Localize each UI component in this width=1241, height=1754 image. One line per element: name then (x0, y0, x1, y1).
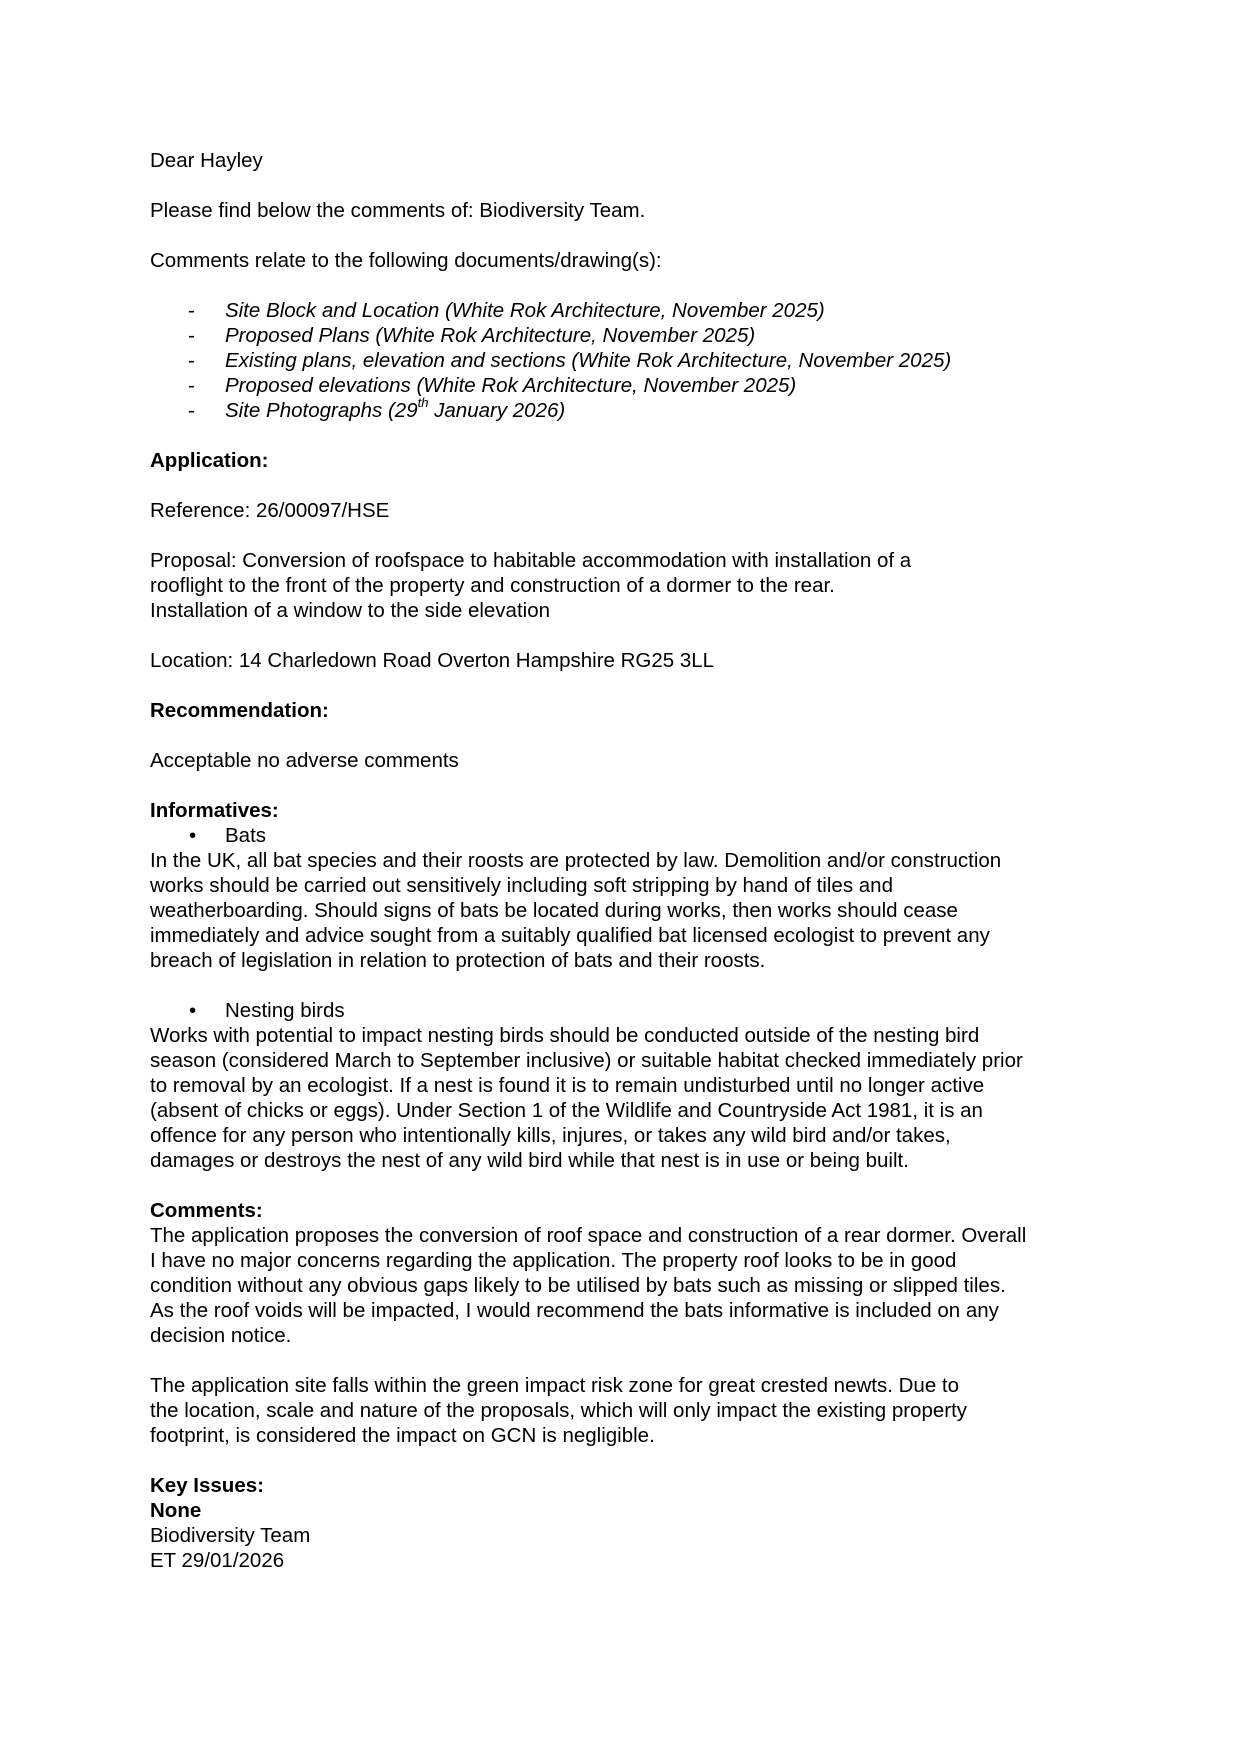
letter-page (150, 148, 1110, 1573)
application-proposal: Proposal: Conversion of roofspace to habitable accommodation with installation of a rooflight to the front of the property and construction of a dormer to the rear. Installation of a window to the side elevation (150, 549, 912, 622)
comments-heading: Comments: (150, 1199, 263, 1222)
informative-bats-text: In the UK, all bat species and their roosts are protected by law. Demolition and/or construction works should be carried out sensitively including soft stripping by hand of tiles and weatherboarding. Should signs of bats be located during works, then works should cease immediately and advice sought from a suitably qualified bat licensed ecologist to prevent any breach of legislation in relation to protection of bats and their roosts. (150, 849, 1002, 972)
recommendation-heading: Recommendation: (150, 699, 329, 722)
documents-intro: Comments relate to the following documents/drawing(s): (150, 249, 662, 272)
informatives-heading: Informatives: (150, 799, 279, 822)
document-item: - Proposed elevations (White Rok Architecture, November 2025) (188, 374, 797, 397)
application-reference: Reference: 26/00097/HSE (150, 499, 390, 522)
signoff-team: Biodiversity Team (150, 1524, 311, 1547)
application-location: Location: 14 Charledown Road Overton Hampshire RG25 3LL (150, 649, 715, 672)
recommendation-text: Acceptable no adverse comments (150, 749, 459, 772)
document-item: - Site Block and Location (White Rok Architecture, November 2025) (188, 299, 825, 322)
document-item: - Proposed Plans (White Rok Architecture, November 2025) (188, 324, 756, 347)
greeting: Dear Hayley (150, 149, 263, 172)
comments-paragraph-1: The application proposes the conversion of roof space and construction of a rear dormer. Overall I have no major concerns regarding the application. The property roof looks to be in good condition without any obvious gaps likely to be utilised by bats such as missing or slipped tiles. As the roof voids will be impacted, I would recommend the bats informative is included on any decision notice. (150, 1224, 1027, 1347)
signoff-date: ET 29/01/2026 (150, 1549, 285, 1572)
comments-paragraph-2: The application site falls within the green impact risk zone for great crested newts. Due to the location, scale and nature of the proposals, which will only impact the existing property footprint, is considered the impact on GCN is negligible. (150, 1374, 968, 1447)
document-item: - Existing plans, elevation and sections (White Rok Architecture, November 2025) (188, 349, 952, 372)
document-item: - Site Photographs (29th January 2026) (188, 395, 566, 422)
application-heading: Application: (150, 449, 269, 472)
informative-birds-title: • Nesting birds (189, 999, 345, 1022)
key-issues-value: None (150, 1499, 202, 1522)
informative-bats-title: • Bats (189, 824, 267, 847)
key-issues-heading: Key Issues: (150, 1474, 264, 1497)
documents-list (150, 298, 1110, 423)
intro-text: Please find below the comments of: Biodiversity Team. (150, 199, 646, 222)
informative-birds-text: Works with potential to impact nesting birds should be conducted outside of the nesting bird season (considered March to September inclusive) or suitable habitat checked immediately prior to removal by an ecologist. If a nest is found it is to remain undisturbed until no longer active (absent of chicks or eggs). Under Section 1 of the Wildlife and Countryside Act 1981, it is an offence for any person who intentionally kills, injures, or takes any wild bird and/or takes, damages or destroys the nest of any wild bird while that nest is in use or being built. (150, 1024, 1023, 1172)
